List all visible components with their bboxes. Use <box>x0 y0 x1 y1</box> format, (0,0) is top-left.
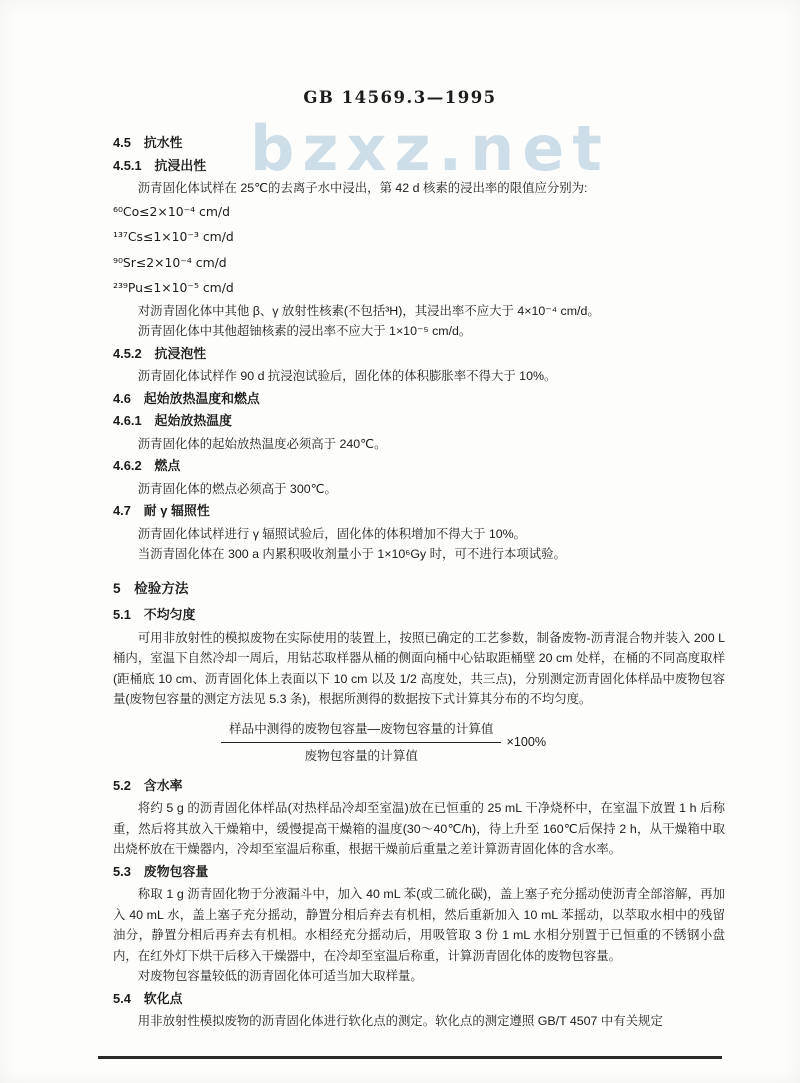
para-leach-intro: 沥青固化体试样在 25℃的去离子水中浸出，第 42 d 核素的浸出率的限值应分别为: <box>137 181 588 195</box>
isotope-limit-sr90: ⁹⁰Sr≤2×10⁻⁴ cm/d <box>113 254 227 270</box>
heading-4-6-2: 4.6.2 燃点 <box>113 458 181 473</box>
para-waste-loading-note: 对废物包容量较低的沥青固化体可适当加大取样量。 <box>137 969 423 983</box>
heading-5-4: 5.4 软化点 <box>113 990 183 1006</box>
footer-rule <box>98 1056 722 1059</box>
heading-4-6-1: 4.6.1 起始放热温度 <box>113 413 232 428</box>
heading-4-7: 4.7 耐 γ 辐照性 <box>113 503 210 518</box>
formula-numerator: 样品中测得的废物包容量—废物包容量的计算值 <box>221 719 501 744</box>
formula-denominator: 废物包容量的计算值 <box>304 749 418 763</box>
heading-5-3: 5.3 废物包容量 <box>113 863 209 879</box>
para-softening-point: 用非放射性模拟废物的沥青固化体进行软化点的测定。软化点的测定遵照 GB/T 4507 中有关规定 <box>137 1014 663 1028</box>
para-flash-point: 沥青固化体的燃点必须高于 300℃。 <box>137 481 337 496</box>
para-beta-gamma-limit: 对沥青固化体中其他 β、γ 放射性核素(不包括³H)，其浸出率不应大于 4×10⁻⁴ cm/d。 <box>137 303 600 318</box>
heading-4-5: 4.5 抗水性 <box>113 135 183 150</box>
formula-multiplier: ×100% <box>506 735 547 750</box>
heading-5-2: 5.2 含水率 <box>113 777 183 793</box>
document-body <box>113 131 725 1032</box>
formula-fraction <box>221 719 501 767</box>
heading-4-5-1: 4.5.1 抗浸出性 <box>113 157 207 173</box>
heading-4-6: 4.6 起始放热温度和燃点 <box>113 390 260 406</box>
heading-5: 5 检验方法 <box>113 580 189 596</box>
para-water-content: 将约 5 g 的沥青固化体样品(对热样品冷却至室温)放在已恒重的 25 mL 干净烧杯中，在室温下放置 1 h 后称重，然后将其放入干燥箱中，缓慢提高干燥箱的温度(30～40℃/h)，待上升至 160℃后保持 2 h，从干燥箱中取出烧杯放在干燥器内，冷却至室温后称重，根据干燥前后重量之差计算沥青固化体的含水率。 <box>113 801 725 856</box>
para-transuranic-limit: 沥青固化体中其他超铀核素的浸出率不应大于 1×10⁻⁵ cm/d。 <box>137 324 472 338</box>
para-irradiation: 沥青固化体试样进行 γ 辐照试验后，固化体的体积增加不得大于 10%。 <box>137 526 527 541</box>
para-exotherm-temp: 沥青固化体的起始放热温度必须高于 240℃。 <box>137 436 387 451</box>
isotope-limit-pu239: ²³⁹Pu≤1×10⁻⁵ cm/d <box>113 280 234 295</box>
heading-4-5-2: 4.5.2 抗浸泡性 <box>113 345 207 361</box>
isotope-limit-co60: ⁶⁰Co≤2×10⁻⁴ cm/d <box>113 203 230 219</box>
standard-number: GB 14569.3—1995 <box>303 88 497 107</box>
para-soak-test: 沥青固化体试样作 90 d 抗浸泡试验后，固化体的体积膨胀率不得大于 10%。 <box>137 369 557 383</box>
heading-5-1: 5.1 不均匀度 <box>113 607 196 622</box>
para-inhomogeneity: 可用非放射性的模拟废物在实际使用的装置上，按照已确定的工艺参数，制备废物-沥青混合物并装入 200 L 桶内，室温下自然冷却一周后，用钻芯取样器从桶的侧面向桶中心钻取距桶壁 20 cm 处样，在桶的不同高度取样(距桶底 10 cm、沥青固化体上表面以下 10 cm 以及 1/2 高度处，共三点)，分别测定沥青固化体样品中废物包容量(废物包容量的测定方法见 5.3 条)，根据所测得的数据按下式计算其分布的不均匀度。 <box>113 630 725 706</box>
isotope-limit-cs137: ¹³⁷Cs≤1×10⁻³ cm/d <box>113 229 234 244</box>
para-waste-loading: 称取 1 g 沥青固化物于分液漏斗中，加入 40 mL 苯(或二硫化碳)，盖上塞子充分摇动使沥青全部溶解，再加入 40 mL 水，盖上塞子充分摇动，静置分相后弃去有机相，然后重新加入 10 mL 苯摇动，以萃取水相中的残留油分，静置分相后再弃去有机相。水相经充分摇动后，用吸管取 3 份 1 mL 水相分别置于已恒重的不锈钢小盘内，在红外灯下烘干后移入干燥器中，在冷却至室温后称重，计算沥青固化体的废物包容量。 <box>113 887 725 963</box>
watermark-text: bzxz.net <box>250 112 610 185</box>
para-dose-exemption: 当沥青固化体在 300 a 内累积吸收剂量小于 1×10⁶Gy 时，可不进行本项试验。 <box>137 547 566 561</box>
inhomogeneity-formula <box>221 719 725 767</box>
